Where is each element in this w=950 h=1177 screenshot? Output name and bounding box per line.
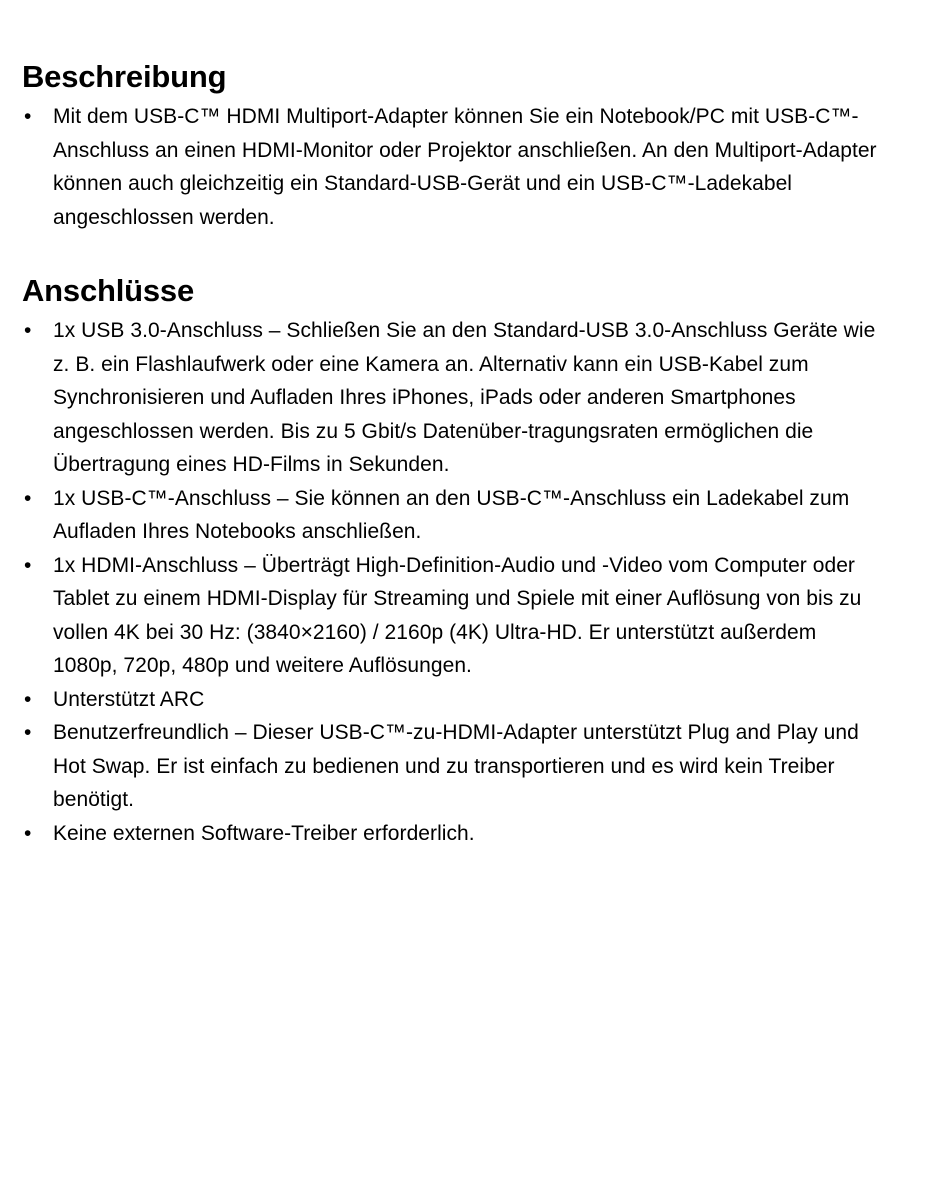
- bullet-icon: •: [24, 687, 32, 711]
- list-item-text: 1x USB-C™-Anschluss – Sie können an den USB-C™-Anschluss ein Ladekabel zum Aufladen Ihres Notebooks anschließen.: [53, 486, 850, 543]
- list-item: [22, 817, 880, 851]
- bullet-icon: •: [24, 105, 32, 128]
- bullet-icon: •: [24, 319, 32, 342]
- list-item-text: Benutzerfreundlich – Dieser USB-C™-zu-HDMI-Adapter unterstützt Plug and Play und Hot Swap. Er ist einfach zu bedienen und zu transportieren und es wird kein Treiber benötigt.: [53, 721, 859, 811]
- list-item-text: Keine externen Software-Treiber erforderlich.: [53, 821, 475, 845]
- list-item: [22, 683, 880, 717]
- heading-beschreibung: Beschreibung: [22, 59, 227, 94]
- list-item-text: 1x HDMI-Anschluss – Überträgt High-Definition-Audio und -Video vom Computer oder Tablet zu einem HDMI-Display für Streaming und Spiele mit einer Auflösung von bis zu vollen 4K bei 30 Hz: (3840×2160) / 2160p (4K) Ultra-HD. Er unterstützt außerdem 1080p, 720p, 480p und weitere Auflösungen.: [53, 553, 862, 677]
- ports-list: [22, 314, 880, 850]
- description-list: [22, 100, 880, 234]
- list-item: [22, 716, 880, 817]
- bullet-icon: •: [24, 721, 32, 744]
- heading-anschluesse: Anschlüsse: [22, 273, 195, 308]
- bullet-icon: •: [24, 486, 32, 510]
- list-item: [22, 100, 880, 234]
- list-item: [22, 482, 880, 549]
- bullet-icon: •: [24, 821, 32, 845]
- list-item-text: Unterstützt ARC: [53, 687, 205, 711]
- bullet-icon: •: [24, 553, 32, 577]
- list-item: [22, 314, 880, 482]
- list-item-text: 1x USB 3.0-Anschluss – Schließen Sie an den Standard-USB 3.0-Anschluss Geräte wie z. B. ein Flashlaufwerk oder eine Kamera an. Alternativ kann ein USB-Kabel zum Synchronisieren und Aufladen Ihres iPhones, iPads oder anderen Smartphones angeschlossen werden. Bis zu 5 Gbit/s Datenüber-tragungsraten ermöglichen die Übertragung eines HD-Films in Sekunden.: [53, 319, 876, 476]
- list-item-text: Mit dem USB-C™ HDMI Multiport-Adapter können Sie ein Notebook/PC mit USB-C™-Anschluss an einen HDMI-Monitor oder Projektor anschließen. An den Multiport-Adapter können auch gleichzeitig ein Standard-USB-Gerät und ein USB-C™-Ladekabel angeschlossen werden.: [53, 105, 877, 229]
- list-item: [22, 549, 880, 683]
